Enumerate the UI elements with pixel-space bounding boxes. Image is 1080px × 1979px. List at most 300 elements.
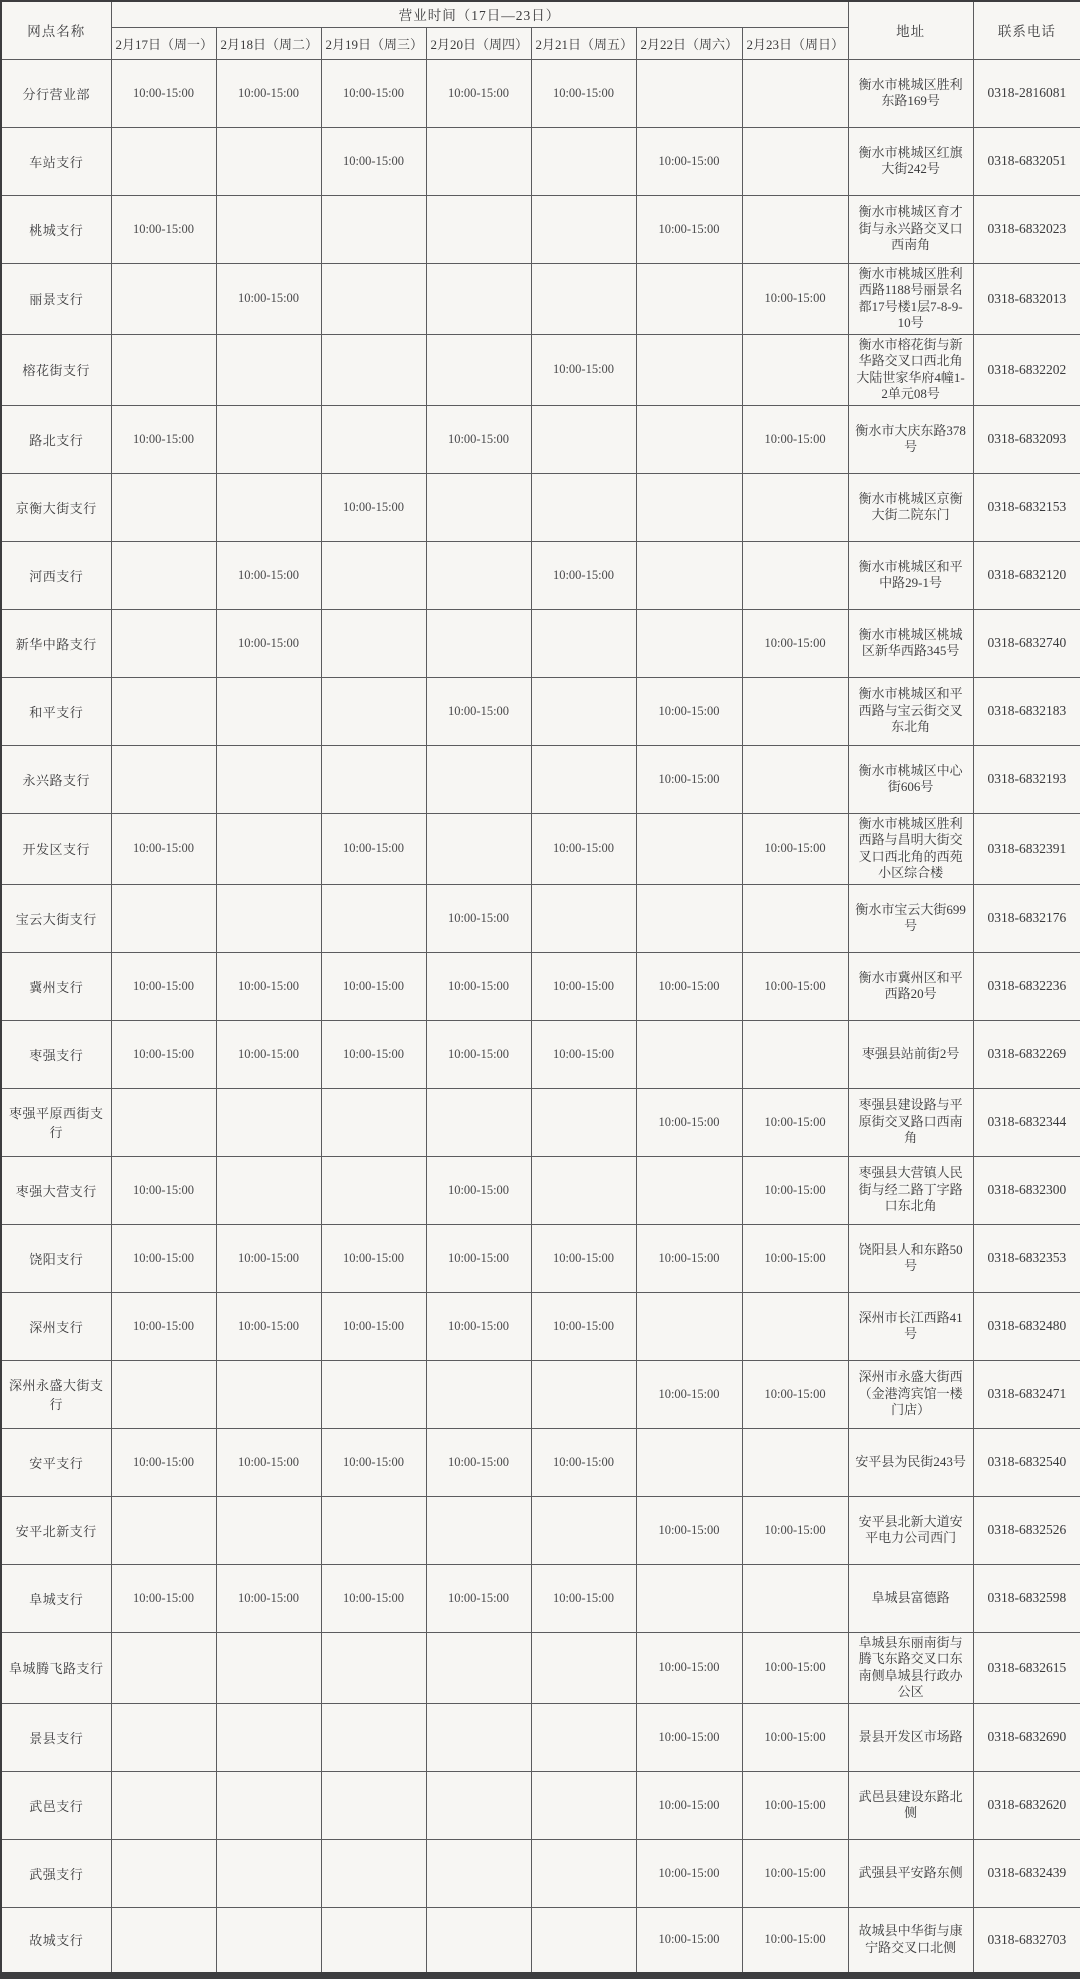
column-group-header-business-hours: 营业时间（17日—23日） — [111, 1, 848, 27]
closed-hours-cell — [531, 195, 636, 263]
closed-hours-cell — [321, 884, 426, 952]
branch-phone: 0318-6832620 — [973, 1771, 1080, 1839]
branch-phone: 0318-6832740 — [973, 609, 1080, 677]
closed-hours-cell — [321, 541, 426, 609]
closed-hours-cell — [636, 263, 742, 334]
open-hours-cell: 10:00-15:00 — [742, 1703, 848, 1771]
branch-address: 衡水市冀州区和平西路20号 — [848, 952, 973, 1020]
table-row — [1, 541, 1080, 609]
branch-name: 深州支行 — [1, 1292, 111, 1360]
branch-name: 榕花街支行 — [1, 334, 111, 405]
closed-hours-cell — [321, 1496, 426, 1564]
branch-phone: 0318-6832540 — [973, 1428, 1080, 1496]
open-hours-cell: 10:00-15:00 — [426, 884, 531, 952]
column-header-day-3: 2月19日（周三） — [321, 27, 426, 59]
closed-hours-cell — [321, 334, 426, 405]
closed-hours-cell — [426, 1907, 531, 1975]
table-row — [1, 195, 1080, 263]
branch-name: 景县支行 — [1, 1703, 111, 1771]
closed-hours-cell — [531, 884, 636, 952]
open-hours-cell: 10:00-15:00 — [216, 263, 321, 334]
table-row — [1, 1564, 1080, 1632]
closed-hours-cell — [426, 609, 531, 677]
branch-phone: 0318-6832598 — [973, 1564, 1080, 1632]
table-row — [1, 1839, 1080, 1907]
closed-hours-cell — [636, 541, 742, 609]
open-hours-cell: 10:00-15:00 — [426, 1292, 531, 1360]
closed-hours-cell — [111, 884, 216, 952]
open-hours-cell: 10:00-15:00 — [636, 745, 742, 813]
table-row — [1, 334, 1080, 405]
branch-name: 分行营业部 — [1, 59, 111, 127]
closed-hours-cell — [216, 1703, 321, 1771]
closed-hours-cell — [111, 1907, 216, 1975]
closed-hours-cell — [216, 127, 321, 195]
closed-hours-cell — [111, 677, 216, 745]
branch-phone: 0318-6832023 — [973, 195, 1080, 263]
table-row — [1, 609, 1080, 677]
closed-hours-cell — [531, 1088, 636, 1156]
open-hours-cell: 10:00-15:00 — [636, 1703, 742, 1771]
column-header-day-4: 2月20日（周四） — [426, 27, 531, 59]
closed-hours-cell — [426, 1771, 531, 1839]
open-hours-cell: 10:00-15:00 — [216, 541, 321, 609]
open-hours-cell: 10:00-15:00 — [111, 195, 216, 263]
branch-phone: 0318-6832153 — [973, 473, 1080, 541]
open-hours-cell: 10:00-15:00 — [321, 813, 426, 884]
open-hours-cell: 10:00-15:00 — [636, 1907, 742, 1975]
table-row — [1, 1496, 1080, 1564]
branch-address: 阜城县东丽南街与腾飞东路交叉口东南侧阜城县行政办公区 — [848, 1632, 973, 1703]
branch-phone: 0318-6832193 — [973, 745, 1080, 813]
open-hours-cell: 10:00-15:00 — [742, 1224, 848, 1292]
column-header-phone: 联系电话 — [973, 1, 1080, 59]
branch-name: 阜城腾飞路支行 — [1, 1632, 111, 1703]
closed-hours-cell — [531, 1360, 636, 1428]
open-hours-cell: 10:00-15:00 — [321, 1564, 426, 1632]
open-hours-cell: 10:00-15:00 — [216, 1564, 321, 1632]
closed-hours-cell — [216, 745, 321, 813]
closed-hours-cell — [111, 1839, 216, 1907]
closed-hours-cell — [531, 1156, 636, 1224]
closed-hours-cell — [111, 334, 216, 405]
column-header-day-5: 2月21日（周五） — [531, 27, 636, 59]
open-hours-cell: 10:00-15:00 — [636, 952, 742, 1020]
branch-phone: 0318-6832480 — [973, 1292, 1080, 1360]
closed-hours-cell — [216, 884, 321, 952]
open-hours-cell: 10:00-15:00 — [531, 334, 636, 405]
closed-hours-cell — [742, 1428, 848, 1496]
open-hours-cell: 10:00-15:00 — [531, 59, 636, 127]
open-hours-cell: 10:00-15:00 — [216, 1020, 321, 1088]
closed-hours-cell — [426, 1360, 531, 1428]
branch-address: 安平县为民街243号 — [848, 1428, 973, 1496]
table-row — [1, 263, 1080, 334]
open-hours-cell: 10:00-15:00 — [216, 1224, 321, 1292]
open-hours-cell: 10:00-15:00 — [111, 1292, 216, 1360]
table-row — [1, 745, 1080, 813]
open-hours-cell: 10:00-15:00 — [742, 1088, 848, 1156]
closed-hours-cell — [531, 609, 636, 677]
closed-hours-cell — [636, 473, 742, 541]
open-hours-cell: 10:00-15:00 — [216, 609, 321, 677]
branch-phone: 0318-6832093 — [973, 405, 1080, 473]
branch-address: 深州市长江西路41号 — [848, 1292, 973, 1360]
table-row — [1, 1292, 1080, 1360]
table-body — [1, 59, 1080, 1975]
closed-hours-cell — [216, 813, 321, 884]
open-hours-cell: 10:00-15:00 — [742, 1496, 848, 1564]
column-header-day-7: 2月23日（周日） — [742, 27, 848, 59]
closed-hours-cell — [111, 473, 216, 541]
branch-name: 路北支行 — [1, 405, 111, 473]
closed-hours-cell — [742, 473, 848, 541]
closed-hours-cell — [636, 59, 742, 127]
table-row — [1, 1156, 1080, 1224]
open-hours-cell: 10:00-15:00 — [111, 1020, 216, 1088]
branch-name: 宝云大街支行 — [1, 884, 111, 952]
branch-phone: 0318-6832176 — [973, 884, 1080, 952]
table-row — [1, 1632, 1080, 1703]
closed-hours-cell — [636, 813, 742, 884]
branch-name: 武邑支行 — [1, 1771, 111, 1839]
branch-address: 衡水市宝云大街699号 — [848, 884, 973, 952]
open-hours-cell: 10:00-15:00 — [426, 59, 531, 127]
branch-address: 武邑县建设东路北侧 — [848, 1771, 973, 1839]
branch-name: 安平支行 — [1, 1428, 111, 1496]
open-hours-cell: 10:00-15:00 — [636, 127, 742, 195]
closed-hours-cell — [216, 1360, 321, 1428]
branch-phone: 0318-6832615 — [973, 1632, 1080, 1703]
closed-hours-cell — [426, 195, 531, 263]
open-hours-cell: 10:00-15:00 — [742, 609, 848, 677]
open-hours-cell: 10:00-15:00 — [426, 405, 531, 473]
closed-hours-cell — [321, 1839, 426, 1907]
branch-phone: 0318-6832183 — [973, 677, 1080, 745]
table-row — [1, 813, 1080, 884]
open-hours-cell: 10:00-15:00 — [111, 1224, 216, 1292]
closed-hours-cell — [426, 745, 531, 813]
table-row — [1, 127, 1080, 195]
open-hours-cell: 10:00-15:00 — [426, 1224, 531, 1292]
open-hours-cell: 10:00-15:00 — [216, 1428, 321, 1496]
closed-hours-cell — [742, 59, 848, 127]
open-hours-cell: 10:00-15:00 — [742, 1839, 848, 1907]
branch-name: 深州永盛大街支行 — [1, 1360, 111, 1428]
branch-address: 衡水市桃城区中心街606号 — [848, 745, 973, 813]
open-hours-cell: 10:00-15:00 — [742, 1360, 848, 1428]
closed-hours-cell — [426, 1088, 531, 1156]
closed-hours-cell — [321, 1632, 426, 1703]
branch-name: 饶阳支行 — [1, 1224, 111, 1292]
closed-hours-cell — [111, 745, 216, 813]
open-hours-cell: 10:00-15:00 — [321, 1428, 426, 1496]
closed-hours-cell — [111, 1703, 216, 1771]
open-hours-cell: 10:00-15:00 — [111, 405, 216, 473]
closed-hours-cell — [216, 1496, 321, 1564]
branch-name: 枣强支行 — [1, 1020, 111, 1088]
branch-name: 丽景支行 — [1, 263, 111, 334]
closed-hours-cell — [321, 745, 426, 813]
open-hours-cell: 10:00-15:00 — [426, 1564, 531, 1632]
closed-hours-cell — [742, 745, 848, 813]
closed-hours-cell — [742, 1020, 848, 1088]
open-hours-cell: 10:00-15:00 — [531, 1224, 636, 1292]
column-header-day-2: 2月18日（周二） — [216, 27, 321, 59]
closed-hours-cell — [216, 195, 321, 263]
table-row — [1, 473, 1080, 541]
closed-hours-cell — [321, 263, 426, 334]
open-hours-cell: 10:00-15:00 — [742, 263, 848, 334]
table-row — [1, 952, 1080, 1020]
branch-address: 衡水市桃城区胜利东路169号 — [848, 59, 973, 127]
branch-name: 永兴路支行 — [1, 745, 111, 813]
branch-name: 冀州支行 — [1, 952, 111, 1020]
open-hours-cell: 10:00-15:00 — [742, 405, 848, 473]
table-header — [1, 1, 1080, 59]
closed-hours-cell — [742, 1564, 848, 1632]
open-hours-cell: 10:00-15:00 — [636, 677, 742, 745]
branch-phone: 0318-6832269 — [973, 1020, 1080, 1088]
open-hours-cell: 10:00-15:00 — [426, 677, 531, 745]
branch-address: 衡水市桃城区桃城区新华西路345号 — [848, 609, 973, 677]
open-hours-cell: 10:00-15:00 — [636, 1088, 742, 1156]
branch-phone: 0318-6832690 — [973, 1703, 1080, 1771]
branch-address: 阜城县富德路 — [848, 1564, 973, 1632]
closed-hours-cell — [216, 473, 321, 541]
open-hours-cell: 10:00-15:00 — [531, 1292, 636, 1360]
open-hours-cell: 10:00-15:00 — [426, 952, 531, 1020]
branch-name: 和平支行 — [1, 677, 111, 745]
open-hours-cell: 10:00-15:00 — [636, 1771, 742, 1839]
open-hours-cell: 10:00-15:00 — [111, 59, 216, 127]
open-hours-cell: 10:00-15:00 — [216, 952, 321, 1020]
branch-address: 景县开发区市场路 — [848, 1703, 973, 1771]
branch-name: 阜城支行 — [1, 1564, 111, 1632]
closed-hours-cell — [636, 884, 742, 952]
column-header-day-6: 2月22日（周六） — [636, 27, 742, 59]
closed-hours-cell — [216, 1088, 321, 1156]
open-hours-cell: 10:00-15:00 — [426, 1020, 531, 1088]
closed-hours-cell — [531, 1839, 636, 1907]
open-hours-cell: 10:00-15:00 — [531, 952, 636, 1020]
open-hours-cell: 10:00-15:00 — [636, 1496, 742, 1564]
branch-address: 饶阳县人和东路50号 — [848, 1224, 973, 1292]
branch-address: 衡水市榕花街与新华路交叉口西北角大陆世家华府4幢1-2单元08号 — [848, 334, 973, 405]
branch-address: 衡水市桃城区育才街与永兴路交叉口西南角 — [848, 195, 973, 263]
closed-hours-cell — [426, 541, 531, 609]
closed-hours-cell — [426, 1703, 531, 1771]
open-hours-cell: 10:00-15:00 — [742, 813, 848, 884]
closed-hours-cell — [636, 1292, 742, 1360]
branch-phone: 0318-6832202 — [973, 334, 1080, 405]
table-row — [1, 1020, 1080, 1088]
closed-hours-cell — [426, 1496, 531, 1564]
branch-name: 枣强大营支行 — [1, 1156, 111, 1224]
closed-hours-cell — [216, 1771, 321, 1839]
closed-hours-cell — [742, 884, 848, 952]
closed-hours-cell — [531, 1703, 636, 1771]
branch-address: 枣强县建设路与平原街交叉路口西南角 — [848, 1088, 973, 1156]
table-row — [1, 405, 1080, 473]
open-hours-cell: 10:00-15:00 — [742, 1156, 848, 1224]
closed-hours-cell — [531, 1632, 636, 1703]
closed-hours-cell — [321, 677, 426, 745]
branch-phone: 0318-2816081 — [973, 59, 1080, 127]
table-row — [1, 59, 1080, 127]
open-hours-cell: 10:00-15:00 — [531, 813, 636, 884]
open-hours-cell: 10:00-15:00 — [531, 541, 636, 609]
closed-hours-cell — [531, 1771, 636, 1839]
branch-name: 河西支行 — [1, 541, 111, 609]
branch-name: 京衡大街支行 — [1, 473, 111, 541]
branch-address: 安平县北新大道安平电力公司西门 — [848, 1496, 973, 1564]
closed-hours-cell — [321, 1703, 426, 1771]
open-hours-cell: 10:00-15:00 — [742, 952, 848, 1020]
closed-hours-cell — [742, 677, 848, 745]
branch-address: 武强县平安路东侧 — [848, 1839, 973, 1907]
closed-hours-cell — [321, 609, 426, 677]
closed-hours-cell — [636, 1156, 742, 1224]
branch-address: 衡水市桃城区胜利西路与昌明大街交叉口西北角的西苑小区综合楼 — [848, 813, 973, 884]
closed-hours-cell — [531, 263, 636, 334]
open-hours-cell: 10:00-15:00 — [742, 1632, 848, 1703]
branch-name: 枣强平原西街支行 — [1, 1088, 111, 1156]
closed-hours-cell — [111, 263, 216, 334]
open-hours-cell: 10:00-15:00 — [321, 1292, 426, 1360]
closed-hours-cell — [742, 541, 848, 609]
closed-hours-cell — [426, 473, 531, 541]
branch-phone: 0318-6832526 — [973, 1496, 1080, 1564]
closed-hours-cell — [426, 127, 531, 195]
open-hours-cell: 10:00-15:00 — [531, 1564, 636, 1632]
closed-hours-cell — [216, 677, 321, 745]
branch-address: 深州市永盛大街西（金港湾宾馆一楼门店） — [848, 1360, 973, 1428]
branch-address: 故城县中华街与康宁路交叉口北侧 — [848, 1907, 973, 1975]
open-hours-cell: 10:00-15:00 — [321, 473, 426, 541]
branch-phone: 0318-6832353 — [973, 1224, 1080, 1292]
open-hours-cell: 10:00-15:00 — [531, 1020, 636, 1088]
closed-hours-cell — [321, 1156, 426, 1224]
branch-phone: 0318-6832471 — [973, 1360, 1080, 1428]
closed-hours-cell — [531, 127, 636, 195]
closed-hours-cell — [111, 1632, 216, 1703]
closed-hours-cell — [216, 1632, 321, 1703]
branch-phone: 0318-6832344 — [973, 1088, 1080, 1156]
closed-hours-cell — [742, 1292, 848, 1360]
closed-hours-cell — [111, 1088, 216, 1156]
branch-address: 衡水市桃城区和平西路与宝云街交叉东北角 — [848, 677, 973, 745]
closed-hours-cell — [111, 541, 216, 609]
open-hours-cell: 10:00-15:00 — [111, 1428, 216, 1496]
closed-hours-cell — [216, 334, 321, 405]
open-hours-cell: 10:00-15:00 — [321, 127, 426, 195]
branch-phone: 0318-6832120 — [973, 541, 1080, 609]
table-row — [1, 1907, 1080, 1975]
open-hours-cell: 10:00-15:00 — [636, 1360, 742, 1428]
closed-hours-cell — [636, 609, 742, 677]
open-hours-cell: 10:00-15:00 — [636, 1632, 742, 1703]
closed-hours-cell — [636, 1428, 742, 1496]
closed-hours-cell — [111, 127, 216, 195]
open-hours-cell: 10:00-15:00 — [111, 813, 216, 884]
table-row — [1, 1088, 1080, 1156]
branch-name: 新华中路支行 — [1, 609, 111, 677]
closed-hours-cell — [321, 1360, 426, 1428]
branch-phone: 0318-6832300 — [973, 1156, 1080, 1224]
column-header-branch-name: 网点名称 — [1, 1, 111, 59]
branch-phone: 0318-6832236 — [973, 952, 1080, 1020]
branch-address: 枣强县大营镇人民街与经二路丁字路口东北角 — [848, 1156, 973, 1224]
table-row — [1, 1703, 1080, 1771]
closed-hours-cell — [216, 1839, 321, 1907]
closed-hours-cell — [531, 1496, 636, 1564]
branch-address: 衡水市大庆东路378号 — [848, 405, 973, 473]
open-hours-cell: 10:00-15:00 — [426, 1428, 531, 1496]
branch-name: 开发区支行 — [1, 813, 111, 884]
branch-address: 衡水市桃城区京衡大街二院东门 — [848, 473, 973, 541]
open-hours-cell: 10:00-15:00 — [742, 1771, 848, 1839]
open-hours-cell: 10:00-15:00 — [111, 1156, 216, 1224]
closed-hours-cell — [321, 1907, 426, 1975]
open-hours-cell: 10:00-15:00 — [531, 1428, 636, 1496]
closed-hours-cell — [426, 1632, 531, 1703]
open-hours-cell: 10:00-15:00 — [321, 952, 426, 1020]
closed-hours-cell — [321, 1088, 426, 1156]
branch-phone: 0318-6832051 — [973, 127, 1080, 195]
branch-address: 枣强县站前街2号 — [848, 1020, 973, 1088]
branch-address: 衡水市桃城区红旗大街242号 — [848, 127, 973, 195]
closed-hours-cell — [742, 334, 848, 405]
open-hours-cell: 10:00-15:00 — [321, 1020, 426, 1088]
open-hours-cell: 10:00-15:00 — [111, 952, 216, 1020]
table-row — [1, 1360, 1080, 1428]
closed-hours-cell — [216, 405, 321, 473]
closed-hours-cell — [426, 1839, 531, 1907]
open-hours-cell: 10:00-15:00 — [636, 1224, 742, 1292]
table-row — [1, 884, 1080, 952]
closed-hours-cell — [742, 127, 848, 195]
open-hours-cell: 10:00-15:00 — [111, 1564, 216, 1632]
open-hours-cell: 10:00-15:00 — [216, 59, 321, 127]
branch-address: 衡水市桃城区和平中路29-1号 — [848, 541, 973, 609]
closed-hours-cell — [636, 334, 742, 405]
closed-hours-cell — [111, 1360, 216, 1428]
branch-name: 桃城支行 — [1, 195, 111, 263]
closed-hours-cell — [531, 473, 636, 541]
table-row — [1, 677, 1080, 745]
branch-phone: 0318-6832391 — [973, 813, 1080, 884]
closed-hours-cell — [111, 1496, 216, 1564]
branch-name: 车站支行 — [1, 127, 111, 195]
closed-hours-cell — [111, 1771, 216, 1839]
closed-hours-cell — [636, 1020, 742, 1088]
closed-hours-cell — [531, 405, 636, 473]
closed-hours-cell — [321, 405, 426, 473]
branch-address: 衡水市桃城区胜利西路1188号丽景名都17号楼1层7-8-9-10号 — [848, 263, 973, 334]
open-hours-cell: 10:00-15:00 — [426, 1156, 531, 1224]
closed-hours-cell — [531, 677, 636, 745]
branch-name: 武强支行 — [1, 1839, 111, 1907]
open-hours-cell: 10:00-15:00 — [636, 195, 742, 263]
branch-name: 故城支行 — [1, 1907, 111, 1975]
branch-phone: 0318-6832013 — [973, 263, 1080, 334]
closed-hours-cell — [636, 405, 742, 473]
table-row — [1, 1224, 1080, 1292]
table-row — [1, 1771, 1080, 1839]
closed-hours-cell — [216, 1907, 321, 1975]
branch-phone: 0318-6832703 — [973, 1907, 1080, 1975]
